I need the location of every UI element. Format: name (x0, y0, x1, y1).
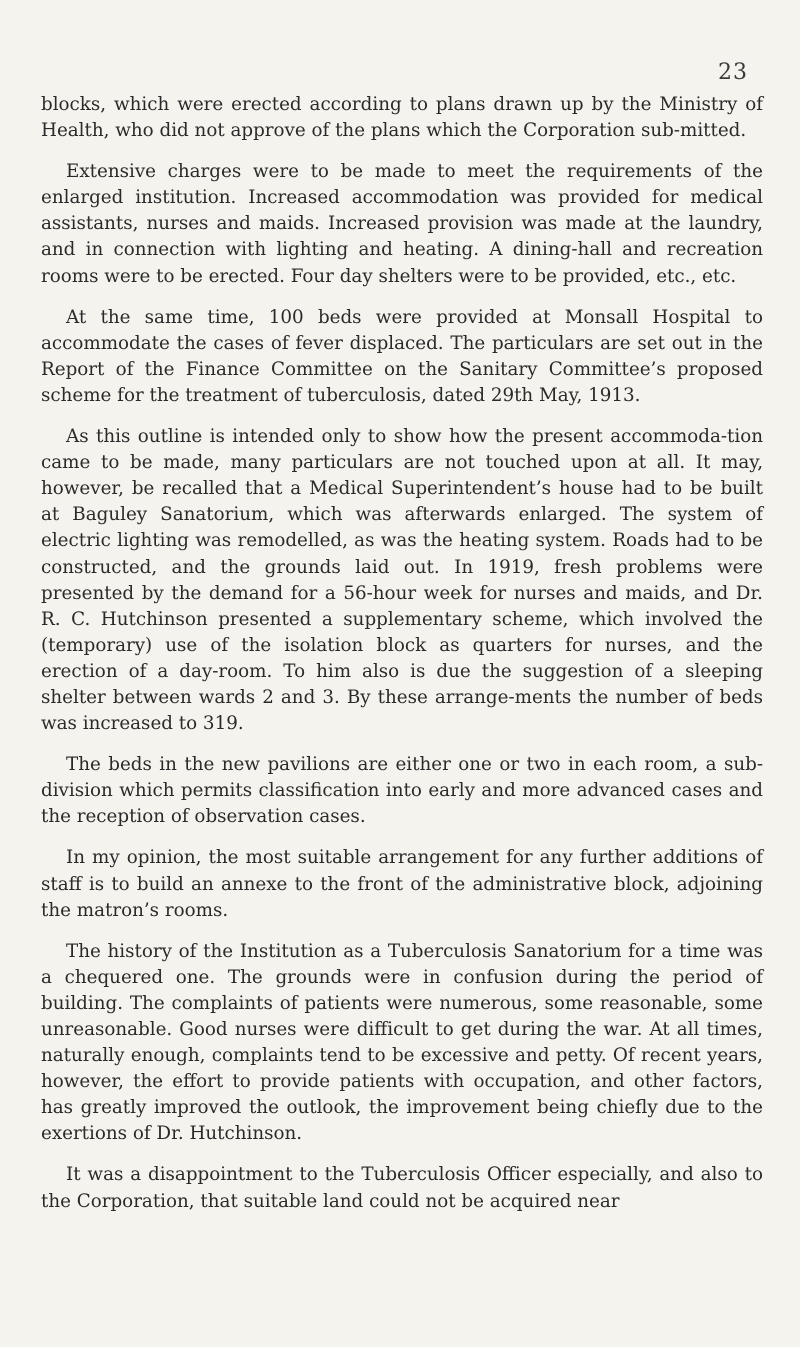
page-number: 23 (718, 60, 748, 85)
paragraph-5: The beds in the new pavilions are either one or two in each room, a sub-division which permits classification into early and more advanced cases and the reception of observation cases. (41, 754, 763, 828)
paragraph-3: At the same time, 100 beds were provided at Monsall Hospital to accommodate the cases of fever displaced. The particulars are set out in the Report of the Finance Committee on the Sanitary Committee’s proposed scheme for the treatment of tuberculosis, dated 29th May, 1913. (41, 306, 763, 406)
paragraph-1: blocks, which were erected according to plans drawn up by the Ministry of Health, who did not approve of the plans which the Corporation sub-mitted. (41, 94, 763, 142)
paragraph-2: Extensive charges were to be made to meet the requirements of the enlarged institution. Increased accommodation was provided for medical assistants, nurses and maids. Increased provision was made at the laundry, and in connection with lighting and heating. A dining-hall and recreation rooms were to be erected. Four day shelters were to be provided, etc., etc. (41, 161, 763, 287)
paragraph-4: As this outline is intended only to show how the present accommoda-tion came to be made, many particulars are not touched upon at all. It may, however, be recalled that a Medical Superintendent’s house had to be built at Baguley Sanatorium, which was afterwards enlarged. The system of electric lighting was remodelled, as was the heating system. Roads had to be constructed, and the grounds laid out. In 1919, fresh problems were presented by the demand for a 56-hour week for nurses and maids, and Dr. R. C. Hutchinson presented a supplementary scheme, which involved the (temporary) use of the isolation block as quarters for nurses, and the erection of a day-room. To him also is due the suggestion of a sleeping shelter between wards 2 and 3. By these arrange-ments the number of beds was increased to 319. (41, 426, 763, 735)
body-text (41, 92, 763, 1230)
paragraph-6: In my opinion, the most suitable arrangement for any further additions of staff is to build an annexe to the front of the administrative block, adjoining the matron’s rooms. (41, 847, 763, 921)
paragraph-7: The history of the Institution as a Tuberculosis Sanatorium for a time was a chequered one. The grounds were in confusion during the period of building. The complaints of patients were numerous, some reasonable, some unreasonable. Good nurses were difficult to get during the war. At all times, naturally enough, complaints tend to be excessive and petty. Of recent years, however, the effort to provide patients with occupation, and other factors, has greatly improved the outlook, the improvement being chiefly due to the exertions of Dr. Hutchinson. (41, 940, 763, 1145)
paragraph-8: It was a disappointment to the Tuberculosis Officer especially, and also to the Corporation, that suitable land could not be acquired near (41, 1164, 763, 1212)
